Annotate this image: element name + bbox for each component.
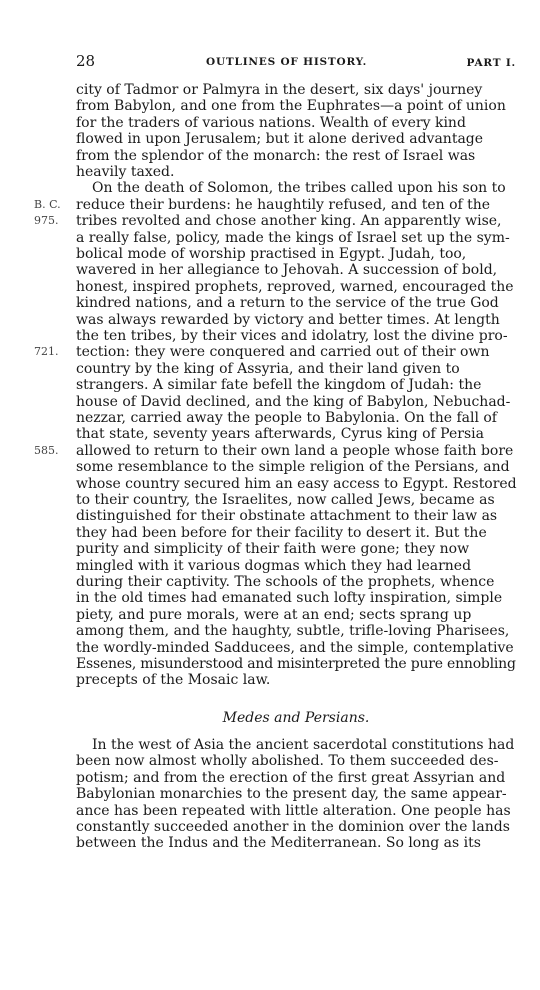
text-line: On the death of Solomon, the tribes called upon his son to	[92, 180, 506, 197]
text-line: was always rewarded by victory and better times. At length	[76, 311, 500, 328]
text-line: whose country secured him an easy access to Egypt. Restored	[76, 475, 517, 492]
text-line: from the splendor of the monarch: the rest of Israel was	[76, 147, 476, 164]
text-line: wavered in her allegiance to Jehovah. A succession of bold,	[76, 262, 498, 279]
text-line: Essenes, misunderstood and misinterpreted the pure ennobling	[76, 656, 516, 672]
running-head: OUTLINES OF HISTORY.	[206, 56, 368, 68]
text-line: nezzar, carried away the people to Babylonia. On the fall of	[76, 410, 497, 426]
text-line: during their captivity. The schools of the prophets, whence	[76, 574, 495, 590]
text-line: country by the king of Assyria, and their land given to	[76, 360, 460, 377]
text-line: in the old times had emanated such lofty inspiration, simple	[76, 590, 503, 607]
text-line: among them, and the haughty, subtle, trifle-loving Pharisees,	[76, 623, 510, 640]
text-line: allowed to return to their own land a people whose faith bore	[76, 442, 514, 459]
text-line: In the west of Asia the ancient sacerdotal constitutions had	[92, 737, 515, 753]
text-line: house of David declined, and the king of Babylon, Nebuchad-	[76, 393, 511, 410]
text-line: flowed in upon Jerusalem; but it alone derived advantage	[76, 131, 484, 148]
text-line: the wordly-minded Sadducees, and the simple, contemplative	[76, 639, 514, 656]
text-line: distinguished for their obstinate attachment to their law as	[76, 508, 498, 525]
page-number: 28	[76, 52, 96, 70]
text-line: tribes revolted and chose another king. An apparently wise,	[76, 213, 502, 230]
text-line: heavily taxed.	[76, 164, 175, 180]
text-line: a really false, policy, made the kings of Israel set up the sym-	[76, 229, 510, 246]
text-line: Babylonian monarchies to the present day, the same appear-	[76, 786, 507, 803]
text-line: purity and simplicity of their faith were gone; they now	[76, 541, 470, 558]
text-line: reduce their burdens: he haughtily refused, and ten of the	[76, 196, 491, 213]
text-line: constantly succeeded another in the dominion over the lands	[76, 819, 510, 835]
text-line: strangers. A similar fate befell the kingdom of Judah: the	[76, 377, 482, 394]
text-line: potism; and from the erection of the first great Assyrian and	[76, 769, 506, 786]
margin-date: 585.	[34, 443, 59, 457]
text-line: from Babylon, and one from the Euphrates—a point of union	[76, 98, 506, 115]
text-line: ance has been repeated with little alteration. One people has	[76, 802, 511, 819]
page-header	[76, 52, 516, 72]
text-line: they had been before for their facility to desert it. But the	[76, 524, 487, 541]
text-line: to their country, the Israelites, now called Jews, became as	[76, 492, 495, 508]
text-line: tection: they were conquered and carried out of their own	[76, 344, 490, 361]
text-line: mingled with it various dogmas which they had learned	[76, 557, 472, 574]
text-line: honest, inspired prophets, reproved, warned, encouraged the	[76, 278, 514, 295]
text-line: city of Tadmor or Palmyra in the desert, six days' journey	[76, 82, 483, 98]
text-line: bolical mode of worship practised in Egypt. Judah, too,	[76, 246, 467, 262]
section-heading: Medes and Persians.	[222, 710, 370, 726]
text-line: that state, seventy years afterwards, Cyrus king of Persia	[76, 426, 484, 443]
margin-date: 975.	[34, 214, 59, 228]
text-line: some resemblance to the simple religion of the Persians, and	[76, 459, 510, 476]
text-line: between the Indus and the Mediterranean. So long as its	[76, 835, 481, 852]
margin-date: B. C.	[34, 197, 61, 211]
text-line: the ten tribes, by their vices and idolatry, lost the divine pro-	[76, 328, 508, 344]
text-line: for the traders of various nations. Wealth of every kind	[76, 114, 466, 131]
margin-date: 721.	[34, 345, 59, 359]
text-line: kindred nations, and a return to the service of the true God	[76, 295, 499, 312]
text-line: been now almost wholly abolished. To them succeeded des-	[76, 753, 499, 770]
part-label: PART I.	[466, 57, 516, 69]
text-line: precepts of the Mosaic law.	[76, 672, 271, 689]
text-line: piety, and pure morals, were at an end; sects sprang up	[76, 606, 472, 623]
